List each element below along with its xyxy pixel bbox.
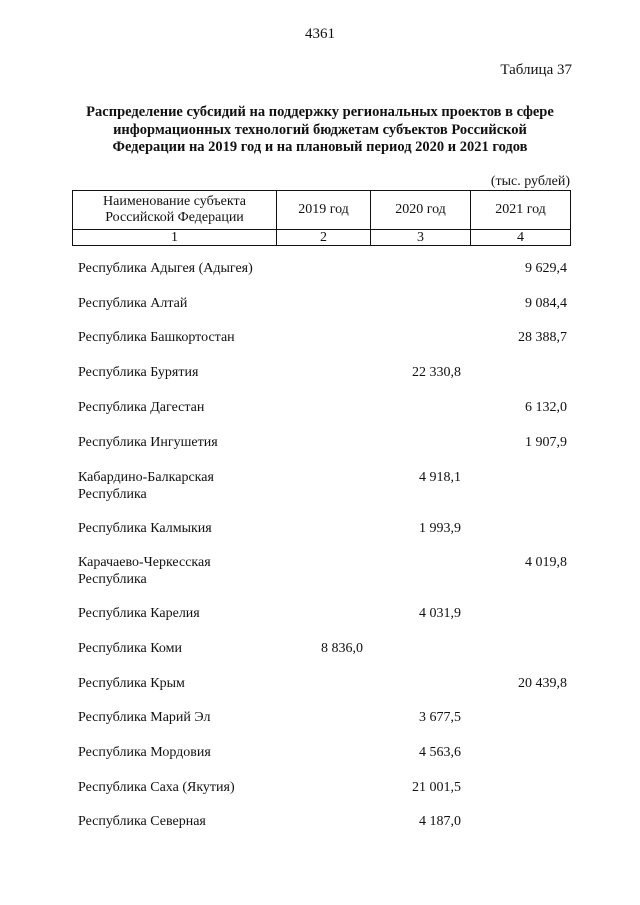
column-header-name — [73, 191, 277, 230]
column-header-name-line1: Наименование субъекта — [103, 194, 246, 209]
table-label: Таблица 37 — [500, 62, 572, 78]
value-2020: 4 187,0 — [419, 814, 461, 829]
region-name: Республика Адыгея (Адыгея) — [78, 261, 253, 276]
value-2020: 4 563,6 — [419, 745, 461, 760]
value-2021: 6 132,0 — [525, 400, 567, 415]
value-2021: 4 019,8 — [525, 555, 567, 570]
value-2020: 22 330,8 — [412, 365, 461, 380]
column-header-2021: 2021 год — [471, 191, 571, 230]
region-name: Республика Дагестан — [78, 400, 205, 415]
region-name: Республика Мордовия — [78, 745, 211, 760]
title-line: информационных технологий бюджетам субъектов Российской — [113, 121, 527, 138]
region-name: Карачаево-Черкесская Республика — [78, 555, 211, 587]
column-header-2019: 2019 год — [277, 191, 371, 230]
region-name: Республика Калмыкия — [78, 521, 212, 536]
value-2020: 4 031,9 — [419, 606, 461, 621]
column-header-name-line2: Российской Федерации — [105, 210, 244, 225]
region-name: Республика Башкортостан — [78, 330, 235, 345]
region-name: Республика Северная — [78, 814, 206, 829]
value-2021: 9 084,4 — [525, 296, 567, 311]
value-2020: 4 918,1 — [419, 470, 461, 485]
units-label: (тыс. рублей) — [490, 174, 570, 189]
table-title — [70, 104, 570, 157]
column-number-2: 2 — [277, 230, 371, 246]
region-name: Кабардино-Балкарская Республика — [78, 470, 214, 502]
column-header-2020: 2020 год — [371, 191, 471, 230]
page-number: 4361 — [305, 26, 335, 42]
region-name: Республика Саха (Якутия) — [78, 780, 235, 795]
column-number-1: 1 — [73, 230, 277, 246]
value-2021: 20 439,8 — [518, 676, 567, 691]
region-name: Республика Алтай — [78, 296, 188, 311]
title-line: Распределение субсидий на поддержку региональных проектов в сфере — [86, 104, 554, 120]
region-name: Республика Карелия — [78, 606, 200, 621]
region-name: Республика Ингушетия — [78, 435, 218, 450]
region-name: Республика Коми — [78, 641, 182, 656]
region-name: Республика Бурятия — [78, 365, 199, 380]
region-name: Республика Крым — [78, 676, 185, 691]
table-header — [72, 190, 571, 246]
value-2020: 21 001,5 — [412, 780, 461, 795]
value-2021: 9 629,4 — [525, 261, 567, 276]
region-name: Республика Марий Эл — [78, 710, 211, 725]
value-2019: 8 836,0 — [321, 641, 363, 656]
column-number-4: 4 — [471, 230, 571, 246]
value-2021: 1 907,9 — [525, 435, 567, 450]
value-2020: 3 677,5 — [419, 710, 461, 725]
value-2021: 28 388,7 — [518, 330, 567, 345]
title-line: Федерации на 2019 год и на плановый период 2020 и 2021 годов — [112, 139, 528, 155]
column-number-3: 3 — [371, 230, 471, 246]
value-2020: 1 993,9 — [419, 521, 461, 536]
